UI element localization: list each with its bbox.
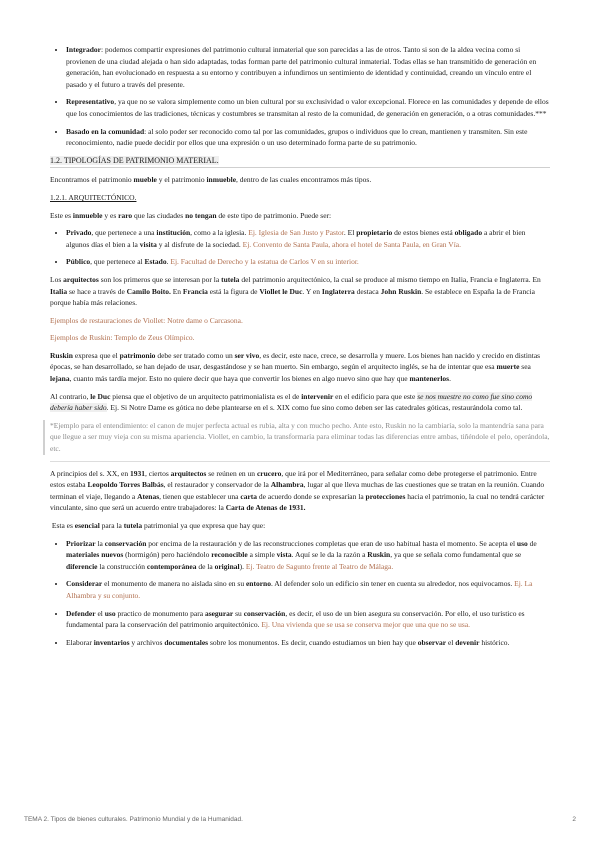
list-item: • Priorizar la conservación por encima de la restauración y de las reconstrucciones completas que eran de uso habitual hasta el momento. Se acepta el uso de materiales nuevos (hormigón) pero haciéndolo reconocible a simple vista. Aquí se le da la razón a Ruskin, ya que se señala como fundamental que se diferencie la construcción contemporánea de la original). Ej. Teatro de Sagunto frente al Teatro de Málaga. — [66, 538, 550, 573]
list-item — [66, 96, 550, 119]
section-title: 1.2. TIPOLOGÍAS DE PATRIMONIO MATERIAL. — [50, 155, 219, 165]
example: Ej. Una vivienda que se usa se conserva mejor que una que no se usa. — [261, 620, 471, 630]
definition: : al solo poder ser reconocido como tal por las comunidades, grupos o individuos que lo crean, mantienen y transmiten. Sin este reconocimiento, nadie puede decidir por ellos que una expresión o un uso determinado forma parte de su patrimonio. — [66, 126, 528, 148]
example: Ej. Convento de Santa Paula, ahora el hotel de Santa Paula, en Gran Vía. — [242, 239, 461, 249]
principles-list — [50, 538, 550, 649]
list-item-publico: • Público, que pertenece al Estado. Ej. Facultad de Derecho y la estatua de Carlos V en su interior. — [66, 256, 550, 268]
arquitectos-paragraph: Los arquitectos son los primeros que se interesan por la tutela del patrimonio arquitectónico, la cual se produce al mismo tiempo en Italia, Francia e Inglaterra. En Italia se hace a través de Camilo Boito. En Francia está la figura de Viollet le Duc. Y en Inglaterra destaca John Ruskin. Se establece en España la de Francia porque había más relaciones. — [50, 274, 541, 308]
ownership-list — [50, 227, 550, 268]
example: Ej. Facultad de Derecho y la estatua de Carlos V en su interior. — [170, 257, 359, 267]
content — [50, 44, 550, 654]
esencial-paragraph: Esta es esencial para la tutela patrimonial ya que expresa que hay que: — [51, 521, 266, 530]
example: Ej. Teatro de Sagunto frente al Teatro de Málaga. — [245, 561, 394, 571]
example: Ej. Iglesia de San Justo y Pastor — [248, 228, 344, 238]
list-item-privado: • Privado, que pertenece a una institución, como a la iglesia. Ej. Iglesia de San Justo y Pastor. El propietario de estos bienes está obligado a abrir el bien algunos días el bien a la visita y al disfrute de la sociedad. Ej. Convento de Santa Paula, ahora el hotel de Santa Paula, en Gran Vía. — [66, 227, 550, 250]
list-item — [66, 44, 550, 90]
characteristics-list — [50, 44, 550, 149]
example-viollet: Ejemplos de restauraciones de Viollet: Notre dame o Carcasona. — [50, 315, 243, 325]
intro-paragraph: Encontramos el patrimonio mueble y el patrimonio inmueble, dentro de las cuales encontramos más tipos. — [50, 175, 372, 185]
note: *Ejemplo para el entendimiento: el canon de mujer perfecta actual es rubia, alta y con mucho pecho. Ante esto, Ruskin no la cambiaría, solo la mantendría sana para que llegue a ser muy vieja con su misma apariencia. Viollet, en cambio, la transformaría para eliminar todas las diferencias entre ambas, tiñéndole el pelo, operándola, etc. — [43, 420, 550, 455]
page-footer — [24, 816, 576, 823]
section-heading — [50, 155, 550, 169]
ruskin-paragraph: Ruskin expresa que el patrimonio debe ser tratado como un ser vivo, es decir, este nace, crece, se desarrolla y muere. Los bienes han nacido y crecido en distintas épocas, se han desarrollado, se han dejado de usar, desgastándose y se han muerto. Sin embargo, según el arquitecto inglés, se ha de intentar que esa muerte sea lejana, cuanto más tardía mejor. Esto no quiere decir que haya que convertir los bienes en algo nuevo sino que hay que mantenerlos. — [50, 350, 541, 384]
example-ruskin: Ejemplos de Ruskin: Templo de Zeus Olímpico. — [50, 333, 195, 343]
term: Representativo — [66, 97, 115, 107]
inmueble-paragraph: Este es inmueble y es raro que las ciudades no tengan de este tipo de patrimonio. Puede ser: — [50, 210, 332, 220]
definition: : podemos compartir expresiones del patrimonio cultural inmaterial que son parecidas a las de otros. Tanto si son de la aldea vecina como si provienen de una ciudad alejada o han sido adaptadas, todas forman parte del patrimonio cultural inmaterial. Todas ellas se han transmitido de generación en generación, han evolucionado en respuesta a su entorno y contribuyen a infundirnos un sentimiento de identidad y continuidad, creando un vínculo entre el pasado y el futuro a través del presente. — [66, 45, 537, 89]
leduc-paragraph: Al contrario, le Duc piensa que el objetivo de un arquitecto patrimonialista es el de intervenir en el edificio para que este se nos muestre no como fue sino como debería haber sido. Ej. Si Notre Dame es gótica no debe plantearse en el s. XIX como fue sino como deben ser las catedrales góticas, restaurándola como tal. — [50, 391, 533, 413]
list-item: • Defender el uso practico de monumento para asegurar su conservación, es decir, el uso de un bien asegura su conservación. Por ello, el uso turístico es fundamental para la conservación del patrimonio arquitectónico. Ej. Una vivienda que se usa se conserva mejor que una que no se usa. — [66, 608, 550, 631]
page-number: 2 — [572, 816, 576, 823]
list-item — [66, 126, 550, 149]
example: Ej. La Alhambra y su conjunto. — [66, 579, 533, 600]
footer-title: TEMA 2. Tipos de bienes culturales. Patrimonio Mundial y de la Humanidad. — [24, 816, 243, 823]
list-item: • Elaborar inventarios y archivos documentales sobre los monumentos. Es decir, cuando estudiamos un bien hay que observar el devenir histórico. — [66, 637, 550, 649]
term: Integrador — [66, 45, 101, 54]
term: Basado en la comunidad — [66, 126, 145, 136]
definition: , ya que no se valora simplemente como un bien cultural por su exclusividad o valor excepcional. Florece en las comunidades y depende de ellos que los conocimientos de las tradiciones, técnicas y costumbres se transmitan al resto de la comunidad, de generación en generación, o a otras comunidades.*** — [66, 97, 549, 118]
atenas-paragraph: A principios del s. XX, en 1931, ciertos arquitectos se reúnen en un crucero, que irá por el Mediterráneo, para señalar como debe protegerse el patrimonio. Entre estos estaba Leopoldo Torres Balbás, el restaurador y conservador de la Alhambra, lugar al que lleva muchas de las cuestiones que se tratan en la reunión. Cuando terminan el viaje, llegando a Atenas, tienen que establecer una carta de acuerdo donde se expresarían la protecciones hacia el patrimonio, la cual no tendrá carácter vinculante, sino que será un acuerdo entre trabajadores: la Carta de Atenas de 1931. — [50, 468, 545, 513]
list-item: • Considerar el monumento de manera no aislada sino en su entorno. Al defender solo un edificio sin tener en cuenta su alrededor, nos equivocamos. Ej. La Alhambra y su conjunto. — [66, 578, 550, 601]
subsection-title: 1.2.1. ARQUITECTÓNICO. — [50, 192, 137, 202]
divider — [50, 461, 550, 462]
